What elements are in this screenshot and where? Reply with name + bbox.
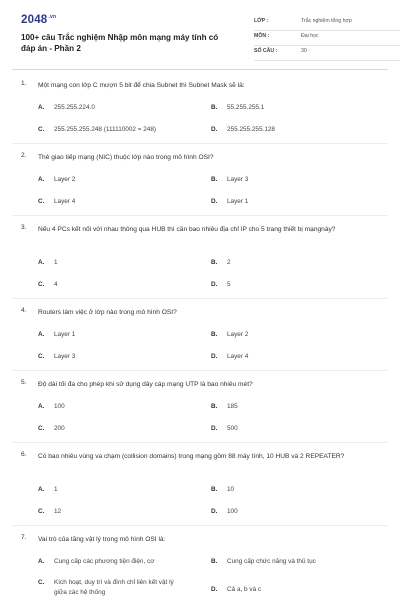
question-text: Vai trò của tầng vật lý trong mô hình OSI là: xyxy=(38,536,166,543)
meta-label: SỐ CÂU : xyxy=(254,48,278,54)
question-separator xyxy=(12,298,388,299)
meta-value: Đại học xyxy=(301,33,319,39)
question-text: Nếu 4 PCs kết nối với nhau thông qua HUB thì cần bao nhiêu địa chỉ IP cho 5 trang thiết bị mạngnày? xyxy=(38,226,336,233)
question-separator xyxy=(12,525,388,526)
header-divider xyxy=(12,69,388,70)
question-number: 2. xyxy=(21,152,27,159)
meta-class-row xyxy=(254,16,400,31)
question-separator xyxy=(12,442,388,443)
document-page: $2048^{.vn}$ 100+ câu Trắc nghiệm Nhập môn mạng máy tính có đáp án - Phần 2 LỚP : Trắc nghiệm tổng hợp MÔN : Đại học SỐ CÂU : 30 1. Một mạng con lớp C mượn 5 bit để chia Subnet thì Subnet Mask sẽ là: A. 255.255.224.0 B. 55.255.255.1 C. 255.255.255.248 (111110002 = 248) D. 255.255.255.128 2. Thẻ giao tiếp mạng (NIC) thuộc lớp nào trong mô hình OSI? A. Layer 2 B. Layer 3 C. Layer 4 D. Layer 1 3. Nếu 4 PCs kết nối với nhau thông qua HUB thì cần bao nhiêu địa chỉ IP cho 5 trang thiết bị mạngnày? A. 1 B. 2 C. 4 D. 5 4. Routers làm việc ở lớp nào trong mô hình OSI? A. Layer 1 B. Layer 2 C. Layer 3 D. Layer 4 5. Độ dài tối đa cho phép khi sử dụng dây cáp mạng UTP là bao nhiêu mét? A. 100 B. 185 C. 200 D. 500 6. Có bao nhiêu vùng va chạm (collision domains) trong mạng gồm 88 máy tính, 10 HUB và 2 REPEATER? A. 1 B. 10 C. 12 D. 100 7. Vai trò của tầng vật lý trong mô hình OSI là: A. Cung cấp các phương tiện điện, cơ B. Cung cấp chức năng và thủ tục C. Kích hoạt, duy trì và đình chỉ liên kết vật lý giữa các hệ thống D. Cả a, b và c xyxy=(0,0,400,600)
meta-label: MÔN : xyxy=(254,33,270,39)
meta-label: LỚP : xyxy=(254,18,269,24)
meta-count-row xyxy=(254,46,400,61)
question-separator xyxy=(12,370,388,371)
question-text: Thẻ giao tiếp mạng (NIC) thuộc lớp nào trong mô hình OSI? xyxy=(38,154,214,161)
question-number: 7. xyxy=(21,534,27,541)
question-text: Có bao nhiêu vùng va chạm (collision domains) trong mạng gồm 88 máy tính, 10 HUB và 2 REPEATER? xyxy=(38,453,345,460)
question-number: 6. xyxy=(21,451,27,458)
document-header xyxy=(21,14,381,60)
meta-value: Trắc nghiệm tổng hợp xyxy=(301,18,352,24)
question-text: Một mạng con lớp C mượn 5 bit để chia Subnet thì Subnet Mask sẽ là: xyxy=(38,82,245,89)
document-title: 100+ câu Trắc nghiệm Nhập môn mạng máy tính có đáp án - Phần 2 xyxy=(21,33,219,53)
question-separator xyxy=(12,143,388,144)
question-number: 1. xyxy=(21,80,27,87)
meta-subject-row xyxy=(254,31,400,46)
question-text: Routers làm việc ở lớp nào trong mô hình OSI? xyxy=(38,309,177,316)
question-number: 4. xyxy=(21,307,27,314)
question-text: Độ dài tối đa cho phép khi sử dụng dây cáp mạng UTP là bao nhiêu mét? xyxy=(38,381,253,388)
question-separator xyxy=(12,215,388,216)
site-logo[interactable]: $2048^{.vn}$ xyxy=(21,14,57,26)
document-meta xyxy=(254,16,400,61)
question-number: 5. xyxy=(21,379,27,386)
question-number: 3. xyxy=(21,224,27,231)
meta-value: 30 xyxy=(301,48,307,54)
